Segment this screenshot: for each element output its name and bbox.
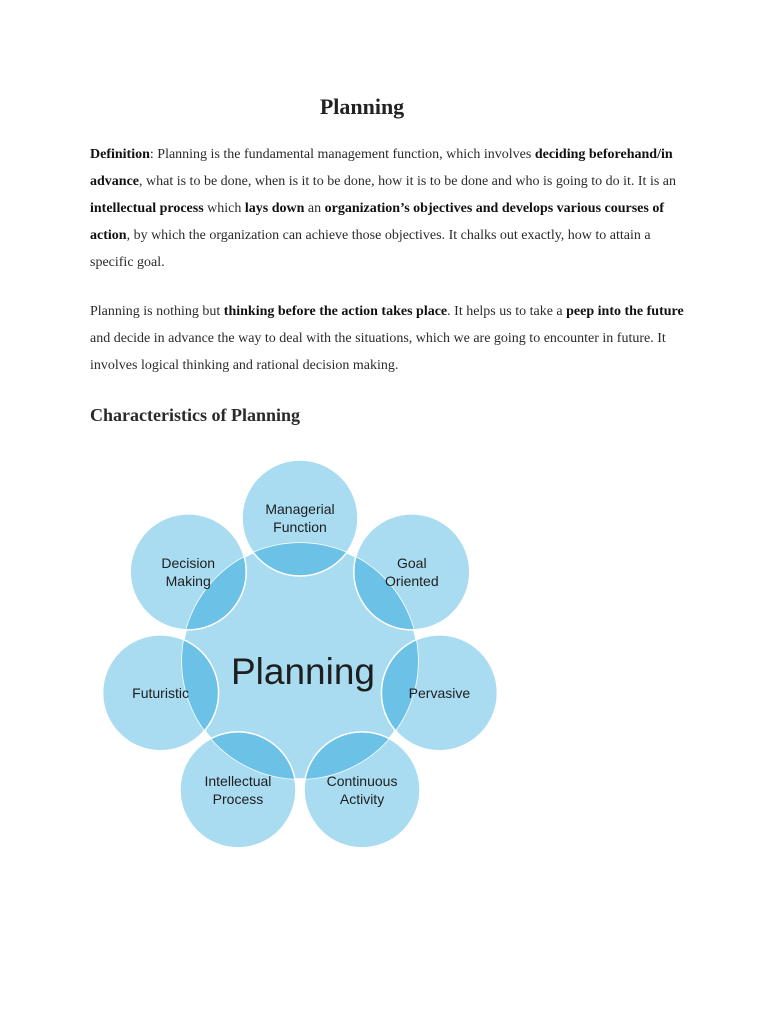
satellite-label: Intellectual	[204, 772, 272, 789]
definition-paragraph	[90, 141, 690, 276]
bold-phrase: intellectual process	[90, 201, 204, 216]
page-title: Planning	[319, 94, 405, 119]
text-run: , by which the organization can achieve those objectives. It chalks out exactly, how to attain a specific goal.	[90, 228, 651, 270]
text-run: . It helps us to take a	[447, 304, 567, 319]
satellite-label: Function	[273, 519, 327, 535]
text-run: and decide in advance the way to deal with the situations, which we are going to encounter in future. It involves logical thinking and rational decision making.	[90, 331, 666, 373]
satellite-label: Making	[165, 572, 211, 589]
satellite-label: Continuous	[326, 772, 398, 789]
planning-characteristics-diagram	[85, 446, 525, 878]
bold-phrase: deciding beforehand/in advance	[90, 147, 673, 189]
text-run: , what is to be done, when is it to be done, how it is to be done and who is going to do it. It is an	[139, 174, 676, 189]
satellite-label: Managerial	[265, 501, 335, 517]
satellite-label: Oriented	[384, 572, 439, 589]
satellite-label: Decision	[161, 554, 216, 571]
satellite-label: Process	[212, 790, 264, 807]
bold-phrase: organization’s objectives and develops various courses of action	[90, 201, 664, 243]
satellite-label: Pervasive	[408, 684, 471, 701]
text-run: Planning is nothing but	[90, 304, 224, 319]
center-label: Planning	[230, 651, 376, 692]
explanation-paragraph	[90, 298, 690, 379]
section-heading: Characteristics of Planning	[90, 405, 300, 425]
satellite-label: Goal	[397, 554, 427, 571]
satellite-label: Activity	[339, 790, 385, 807]
satellite-label: Futuristic	[132, 684, 189, 701]
text-run: which	[203, 201, 245, 216]
definition-label: Definition	[90, 147, 150, 162]
text-run: an	[304, 201, 325, 216]
text-run: : Planning is the fundamental management function, which involves	[149, 147, 535, 162]
bold-phrase: peep into the future	[566, 304, 684, 319]
bold-phrase: lays down	[244, 201, 305, 216]
bold-phrase: thinking before the action takes place	[223, 304, 448, 319]
